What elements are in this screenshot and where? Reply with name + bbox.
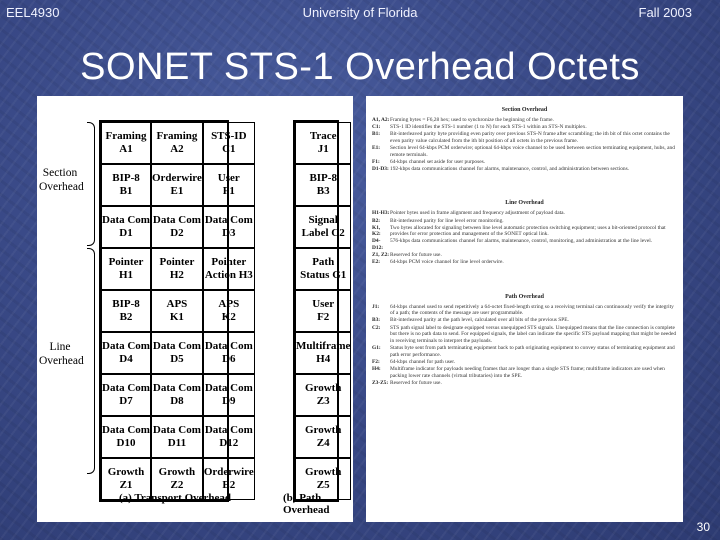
overhead-figure <box>37 96 353 522</box>
octet-code: Z1, Z2: <box>372 252 390 259</box>
cell-field-name: APS <box>166 298 188 310</box>
cell-field-name: STS-ID <box>211 130 247 142</box>
octet-description: Reserved for future use. <box>390 379 442 386</box>
cell-octet-id: Z4 <box>316 437 330 449</box>
cell-octet-id: D12 <box>219 437 239 449</box>
octet-code: B2: <box>372 217 381 224</box>
overhead-cell <box>101 374 151 416</box>
overhead-definition-row <box>372 359 677 366</box>
cell-field-name: Data Com <box>102 340 150 352</box>
octet-description: 64-kbps channel set aside for user purposes. <box>390 158 486 165</box>
cell-octet-id: H1 <box>118 269 134 281</box>
cell-octet-id: D9 <box>222 395 236 407</box>
octet-description: 192-kbps data communications channel for alarms, maintenance, control, and administration between sections. <box>390 166 630 173</box>
overhead-definition-row <box>372 210 677 217</box>
line-overhead-label: Line Overhead <box>39 341 84 367</box>
octet-description: Pointer bytes used in frame alignment and frequency adjustment of payload data. <box>390 210 565 217</box>
overhead-definition-row <box>372 380 677 387</box>
overhead-definition-row <box>372 131 677 144</box>
octet-description: Status byte sent from path terminating equipment back to path originating equipment to convey status of terminating equipment and path error performance. <box>390 344 675 358</box>
octet-description: Bit-interleaved parity at the path level, calculated over all bits of the previous SPE. <box>390 317 569 324</box>
cell-field-name: APS <box>218 298 240 310</box>
octet-description: 64-kbps channel for path user. <box>390 358 456 365</box>
octet-code: B1: <box>372 131 381 138</box>
cell-field-name: BIP-8 <box>112 172 140 184</box>
cell-field-name: Data Com <box>204 340 253 352</box>
cell-field-name: Orderwire <box>151 172 202 184</box>
cell-octet-id: H2 <box>169 269 184 281</box>
overhead-cell <box>203 164 255 206</box>
overhead-cell <box>203 332 255 374</box>
overhead-cell <box>203 290 255 332</box>
overhead-cell <box>203 122 255 164</box>
overhead-cell <box>101 164 151 206</box>
line-brace <box>87 248 95 474</box>
octet-description: Bit-interleaved parity byte providing even parity over previous STS-N frame after scrambling; the ith bit of this octet contains the even parity value calculated from the ith bit position of all octets in the previous frame. <box>390 131 670 144</box>
path-caption: (b) Path Overhead <box>283 492 330 516</box>
octet-code: E1: <box>372 145 381 152</box>
overhead-definition-row <box>372 145 677 158</box>
cell-octet-id: D4 <box>119 353 133 365</box>
transport-overhead-grid <box>99 120 254 504</box>
page-number: 30 <box>696 520 710 534</box>
overhead-cell <box>151 332 203 374</box>
cell-octet-id: K2 <box>221 311 236 323</box>
cell-octet-id: A2 <box>170 143 184 155</box>
cell-octet-id: D1 <box>119 227 133 239</box>
octet-code: C2: <box>372 324 381 331</box>
octet-code: Z3-Z5: <box>372 379 389 386</box>
cell-field-name: User <box>312 298 335 310</box>
cell-octet-id: Z5 <box>316 479 330 491</box>
octet-description: 576-kbps data communications channel for alarms, maintenance, control, monitoring, and administration at the line level. <box>390 238 653 245</box>
cell-octet-id: B2 <box>119 311 133 323</box>
octet-code: K1, K2: <box>372 224 381 238</box>
overhead-cell <box>151 122 203 164</box>
overhead-cell <box>203 206 255 248</box>
overhead-cell <box>101 248 151 290</box>
overhead-cell <box>151 164 203 206</box>
cell-field-name: BIP-8 <box>309 172 337 184</box>
overhead-cell <box>101 122 151 164</box>
cell-field-name: User <box>217 172 240 184</box>
cell-field-name: Framing <box>105 130 147 142</box>
path-overhead-list <box>372 304 677 387</box>
cell-octet-id: E1 <box>170 185 184 197</box>
cell-octet-id: D6 <box>222 353 236 365</box>
octet-code: E2: <box>372 259 381 266</box>
cell-field-name: Pointer <box>211 256 247 268</box>
overhead-cell <box>295 290 351 332</box>
cell-field-name: Growth <box>304 466 342 478</box>
octet-description: Framing bytes = F6,28 hex; used to synchronize the beginning of the frame. <box>390 117 554 123</box>
section-overhead-label: Section Overhead <box>39 167 84 193</box>
overhead-cell <box>295 332 351 374</box>
cell-octet-id: D11 <box>167 437 187 449</box>
overhead-cell <box>295 416 351 458</box>
overhead-cell <box>151 206 203 248</box>
cell-field-name: Data Com <box>102 424 150 436</box>
overhead-cell <box>295 122 351 164</box>
overhead-definition-row <box>372 304 677 317</box>
cell-field-name: Signal <box>308 214 338 226</box>
cell-octet-id: Z1 <box>119 479 133 491</box>
cell-field-name: Pointer <box>108 256 144 268</box>
overhead-definition-row <box>372 166 677 173</box>
cell-octet-id: D5 <box>170 353 184 365</box>
line-overhead-list <box>372 210 677 266</box>
overhead-cell <box>151 416 203 458</box>
overhead-cell <box>151 374 203 416</box>
cell-field-name: Growth <box>107 466 145 478</box>
path-overhead-heading: Path Overhead <box>505 293 544 300</box>
cell-octet-id: F2 <box>317 311 330 323</box>
octet-description: Section level 64-kbps PCM orderwire; optional 64-kbps voice channel to be used between section terminating equipment, hubs, and remote terminals. <box>390 145 675 158</box>
octet-code: D4-D12: <box>372 238 384 252</box>
overhead-cell <box>295 248 351 290</box>
octet-description: Multiframe indicator for payloads needing frames that are longer than a single STS frame; multiframe indicators are used when packing lower rate channels (virtual tributaries) into the SPE. <box>390 365 665 379</box>
cell-octet-id: Z2 <box>170 479 184 491</box>
overhead-cell <box>203 248 255 290</box>
cell-octet-id: B1 <box>119 185 133 197</box>
octet-code: H4: <box>372 365 381 372</box>
cell-octet-id: D7 <box>119 395 133 407</box>
cell-field-name: Multiframe <box>296 340 351 352</box>
cell-field-name: Growth <box>304 382 342 394</box>
overhead-definition-row <box>372 117 677 124</box>
octet-description: 64-kbps PCM voice channel for line level orderwire. <box>390 259 504 266</box>
cell-field-name: Pointer <box>159 256 195 268</box>
section-overhead-list <box>372 117 677 173</box>
octet-code: F2: <box>372 358 380 365</box>
cell-field-name: Orderwire <box>203 466 254 478</box>
cell-octet-id: H4 <box>316 353 331 365</box>
octet-description: Reserved for future use. <box>390 252 442 259</box>
octet-description: STS path signal label to designate equipped versus unequipped STS signals. Unequipped means that the line connection is complete but there is no path data to send. For equipped signals, the label can indicate the specific STS payload mapping that might be needed in receiving terminals to interpret the payloads. <box>390 324 677 344</box>
overhead-cell <box>101 416 151 458</box>
overhead-cell <box>101 290 151 332</box>
cell-octet-id: K1 <box>169 311 184 323</box>
overhead-definition-row <box>372 252 677 259</box>
overhead-definition-row <box>372 238 677 251</box>
cell-octet-id: E2 <box>222 479 236 491</box>
cell-field-name: Data Com <box>102 382 150 394</box>
overhead-definition-row <box>372 218 677 225</box>
overhead-description-panel <box>366 96 683 522</box>
section-brace <box>87 122 95 246</box>
overhead-cell <box>295 164 351 206</box>
transport-caption: (a) Transport Overhead <box>119 492 232 504</box>
octet-code: J1: <box>372 303 380 310</box>
octet-code: H1-H3: <box>372 210 390 217</box>
octet-code: F1: <box>372 158 380 165</box>
overhead-cell <box>151 290 203 332</box>
cell-field-name: Growth <box>304 424 342 436</box>
overhead-definition-row <box>372 124 677 131</box>
overhead-definition-row <box>372 366 677 379</box>
cell-octet-id: J1 <box>317 143 329 155</box>
cell-octet-id: F1 <box>222 185 235 197</box>
cell-field-name: Framing <box>156 130 198 142</box>
overhead-cell <box>295 374 351 416</box>
octet-code: G1: <box>372 344 381 351</box>
slide-title: SONET STS-1 Overhead Octets <box>80 46 640 88</box>
overhead-cell <box>203 416 255 458</box>
overhead-definition-row <box>372 259 677 266</box>
cell-octet-id: D10 <box>116 437 136 449</box>
cell-field-name: Data Com <box>152 382 201 394</box>
cell-octet-id: A1 <box>119 143 133 155</box>
cell-octet-id: C1 <box>222 143 236 155</box>
cell-octet-id: Action H3 <box>204 269 253 281</box>
overhead-cell <box>295 206 351 248</box>
overhead-definition-row <box>372 317 677 324</box>
octet-description: Bit-interleaved parity for line level error monitoring. <box>390 217 504 224</box>
overhead-definition-row <box>372 345 677 358</box>
cell-field-name: Growth <box>158 466 196 478</box>
octet-description: 64-kbps channel used to send repetitively a 64-octet fixed-length string so a receiving terminal can continuously verify the integrity of a path; the contents of the message are user programmable. <box>390 303 674 317</box>
cell-octet-id: Status G1 <box>300 269 347 281</box>
octet-description: Two bytes allocated for signaling between line level automatic protection switching equipment; uses a bit-oriented protocol that provides for error protection and management of the SONET optical link. <box>390 224 666 238</box>
cell-field-name: Data Com <box>204 214 253 226</box>
cell-field-name: Data Com <box>152 214 201 226</box>
octet-code: B3: <box>372 317 381 324</box>
overhead-definition-row <box>372 159 677 166</box>
cell-field-name: Data Com <box>204 382 253 394</box>
overhead-definition-row <box>372 325 677 345</box>
cell-field-name: Data Com <box>204 424 253 436</box>
course-code: EEL4930 <box>6 5 60 20</box>
cell-field-name: Path <box>312 256 335 268</box>
term-label: Fall 2003 <box>638 5 692 20</box>
octet-code: D1-D3: <box>372 166 389 173</box>
octet-description: STS-1 ID identifies the STS-1 number (1 to N) for each STS-1 within an STS-N multiplex. <box>390 124 587 131</box>
university-name: University of Florida <box>302 5 418 20</box>
cell-field-name: Data Com <box>152 340 201 352</box>
overhead-cell <box>151 248 203 290</box>
cell-octet-id: D2 <box>170 227 184 239</box>
cell-field-name: Trace <box>309 130 337 142</box>
cell-field-name: Data Com <box>152 424 201 436</box>
cell-octet-id: D3 <box>222 227 236 239</box>
cell-octet-id: Label C2 <box>301 227 345 239</box>
cell-octet-id: Z3 <box>316 395 330 407</box>
octet-code: A1, A2: <box>372 117 390 123</box>
cell-field-name: Data Com <box>102 214 150 226</box>
overhead-cell <box>203 374 255 416</box>
cell-field-name: BIP-8 <box>112 298 140 310</box>
overhead-cell <box>101 332 151 374</box>
overhead-definition-row <box>372 225 677 238</box>
cell-octet-id: D8 <box>170 395 184 407</box>
octet-code: C1: <box>372 124 381 131</box>
line-overhead-heading: Line Overhead <box>505 200 544 207</box>
overhead-cell <box>101 206 151 248</box>
path-overhead-grid <box>293 120 351 502</box>
section-overhead-heading: Section Overhead <box>501 107 548 113</box>
cell-octet-id: B3 <box>316 185 330 197</box>
